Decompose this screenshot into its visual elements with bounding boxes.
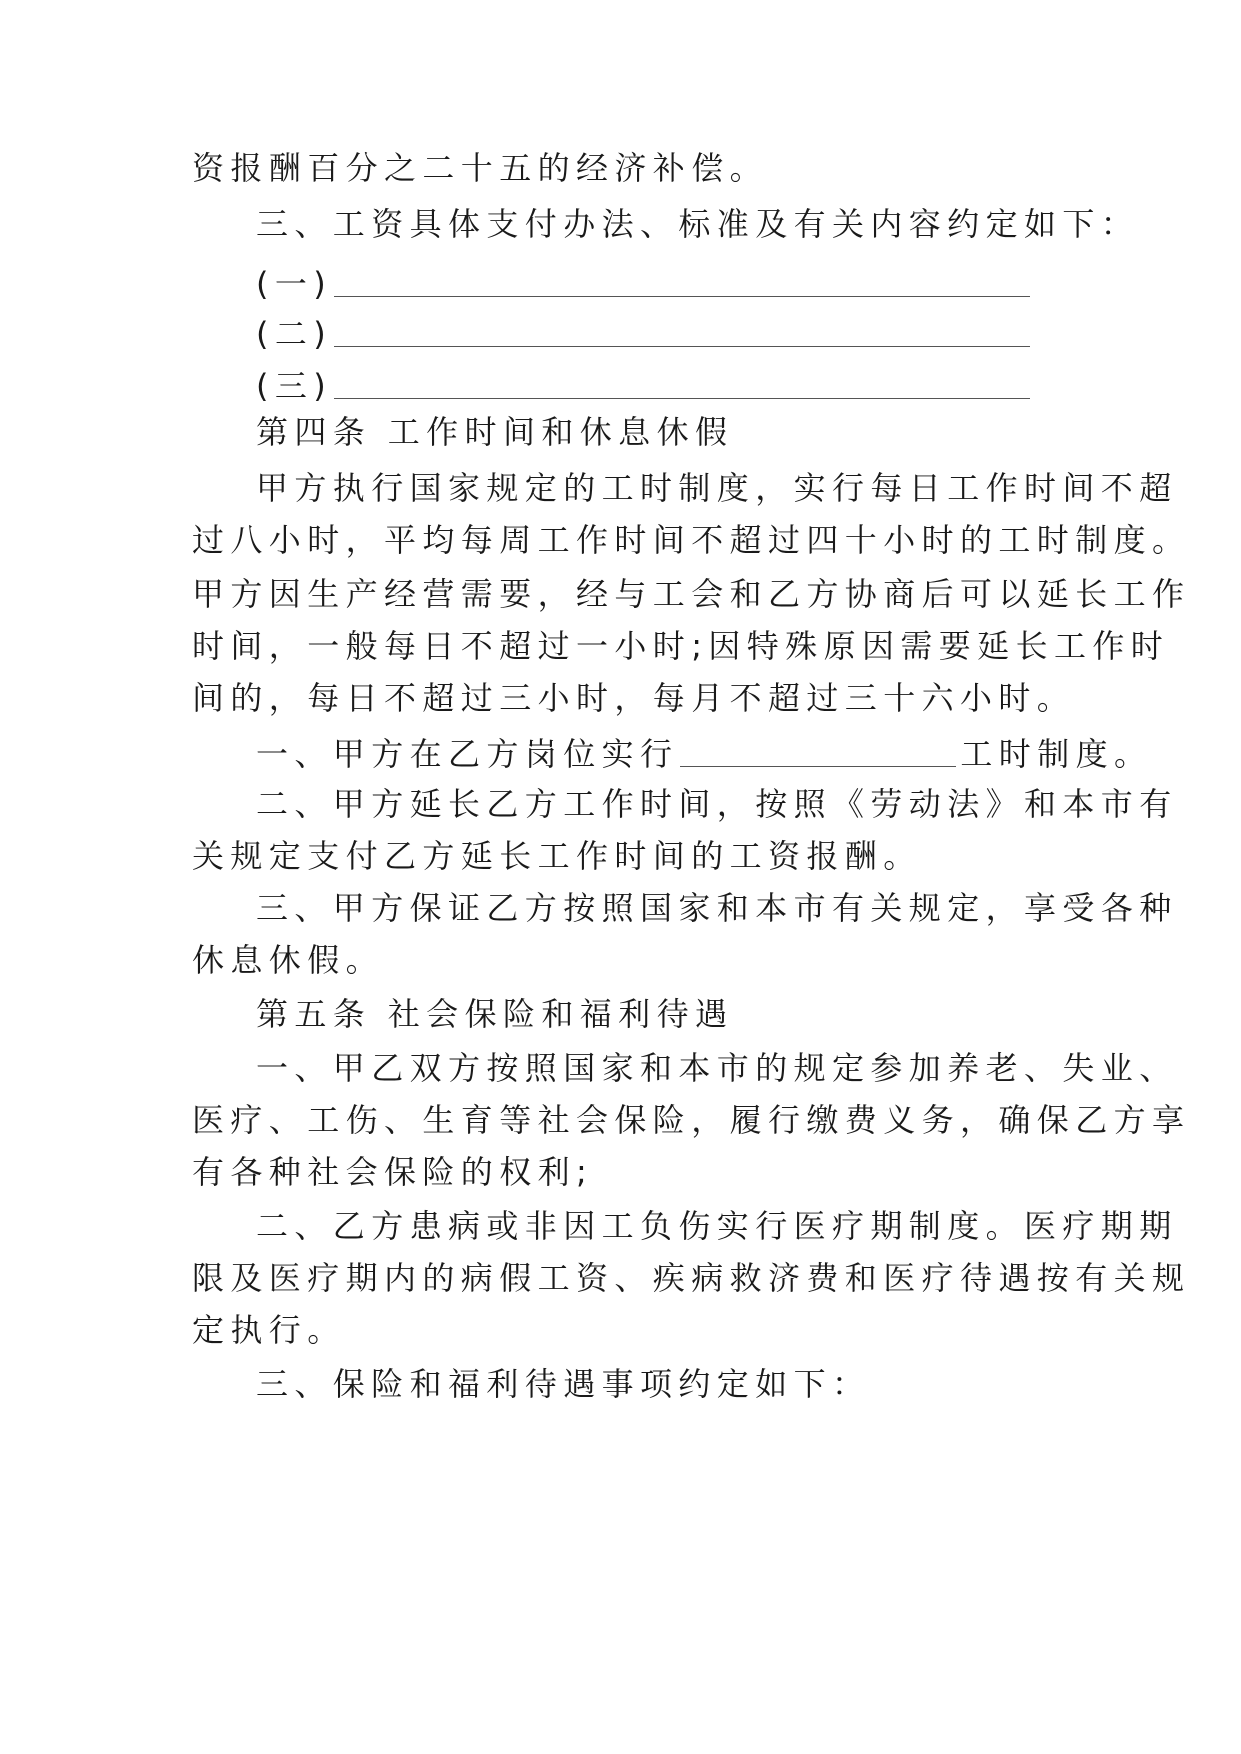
blank-item-3 bbox=[256, 364, 1136, 404]
text-line: 甲方执行国家规定的工时制度，实行每日工作时间不超 bbox=[256, 469, 1178, 507]
text-line: 有各种社会保险的权利; bbox=[192, 1153, 594, 1191]
item-label: (三) bbox=[256, 367, 333, 405]
text-line: 三、甲方保证乙方按照国家和本市有关规定，享受各种 bbox=[256, 889, 1178, 927]
text-line: 资报酬百分之二十五的经济补偿。 bbox=[192, 149, 769, 187]
text-line: 一、甲乙双方按照国家和本市的规定参加养老、失业、 bbox=[256, 1049, 1178, 1087]
blank-item-1 bbox=[256, 262, 1136, 302]
item-label: (二) bbox=[256, 315, 333, 353]
text-line: 限及医疗期内的病假工资、疾病救济费和医疗待遇按有关规 bbox=[192, 1259, 1191, 1297]
fill-in-blank[interactable] bbox=[680, 732, 956, 767]
fill-in-blank[interactable] bbox=[334, 364, 1030, 399]
clause-heading: 三、工资具体支付办法、标准及有关内容约定如下： bbox=[256, 205, 1140, 243]
text-line: 间的，每日不超过三小时，每月不超过三十六小时。 bbox=[192, 679, 1076, 717]
article-heading: 第五条 社会保险和福利待遇 bbox=[256, 995, 734, 1033]
text-line: 甲方因生产经营需要，经与工会和乙方协商后可以延长工作 bbox=[192, 575, 1191, 613]
text-line: 过八小时，平均每周工作时间不超过四十小时的工时制度。 bbox=[192, 521, 1191, 559]
text-line: 关规定支付乙方延长工作时间的工资报酬。 bbox=[192, 837, 922, 875]
item-text: 一、甲方在乙方岗位实行 bbox=[256, 735, 679, 773]
blank-item-2 bbox=[256, 312, 1136, 352]
fill-in-blank[interactable] bbox=[334, 262, 1030, 297]
fill-in-blank[interactable] bbox=[334, 312, 1030, 347]
text-line: 定执行。 bbox=[192, 1311, 346, 1349]
text-line: 二、乙方患病或非因工负伤实行医疗期制度。医疗期期 bbox=[256, 1207, 1178, 1245]
text-line: 三、保险和福利待遇事项约定如下： bbox=[256, 1365, 871, 1403]
text-line: 时间，一般每日不超过一小时;因特殊原因需要延长工作时 bbox=[192, 627, 1170, 665]
text-line: 休息休假。 bbox=[192, 941, 385, 979]
text-line: 医疗、工伤、生育等社会保险，履行缴费义务，确保乙方享 bbox=[192, 1101, 1191, 1139]
blank-item-hours bbox=[256, 732, 1153, 773]
item-text: 工时制度。 bbox=[960, 735, 1153, 773]
text-line: 二、甲方延长乙方工作时间，按照《劳动法》和本市有 bbox=[256, 785, 1178, 823]
item-label: (一) bbox=[256, 265, 333, 303]
article-heading: 第四条 工作时间和休息休假 bbox=[256, 413, 734, 451]
